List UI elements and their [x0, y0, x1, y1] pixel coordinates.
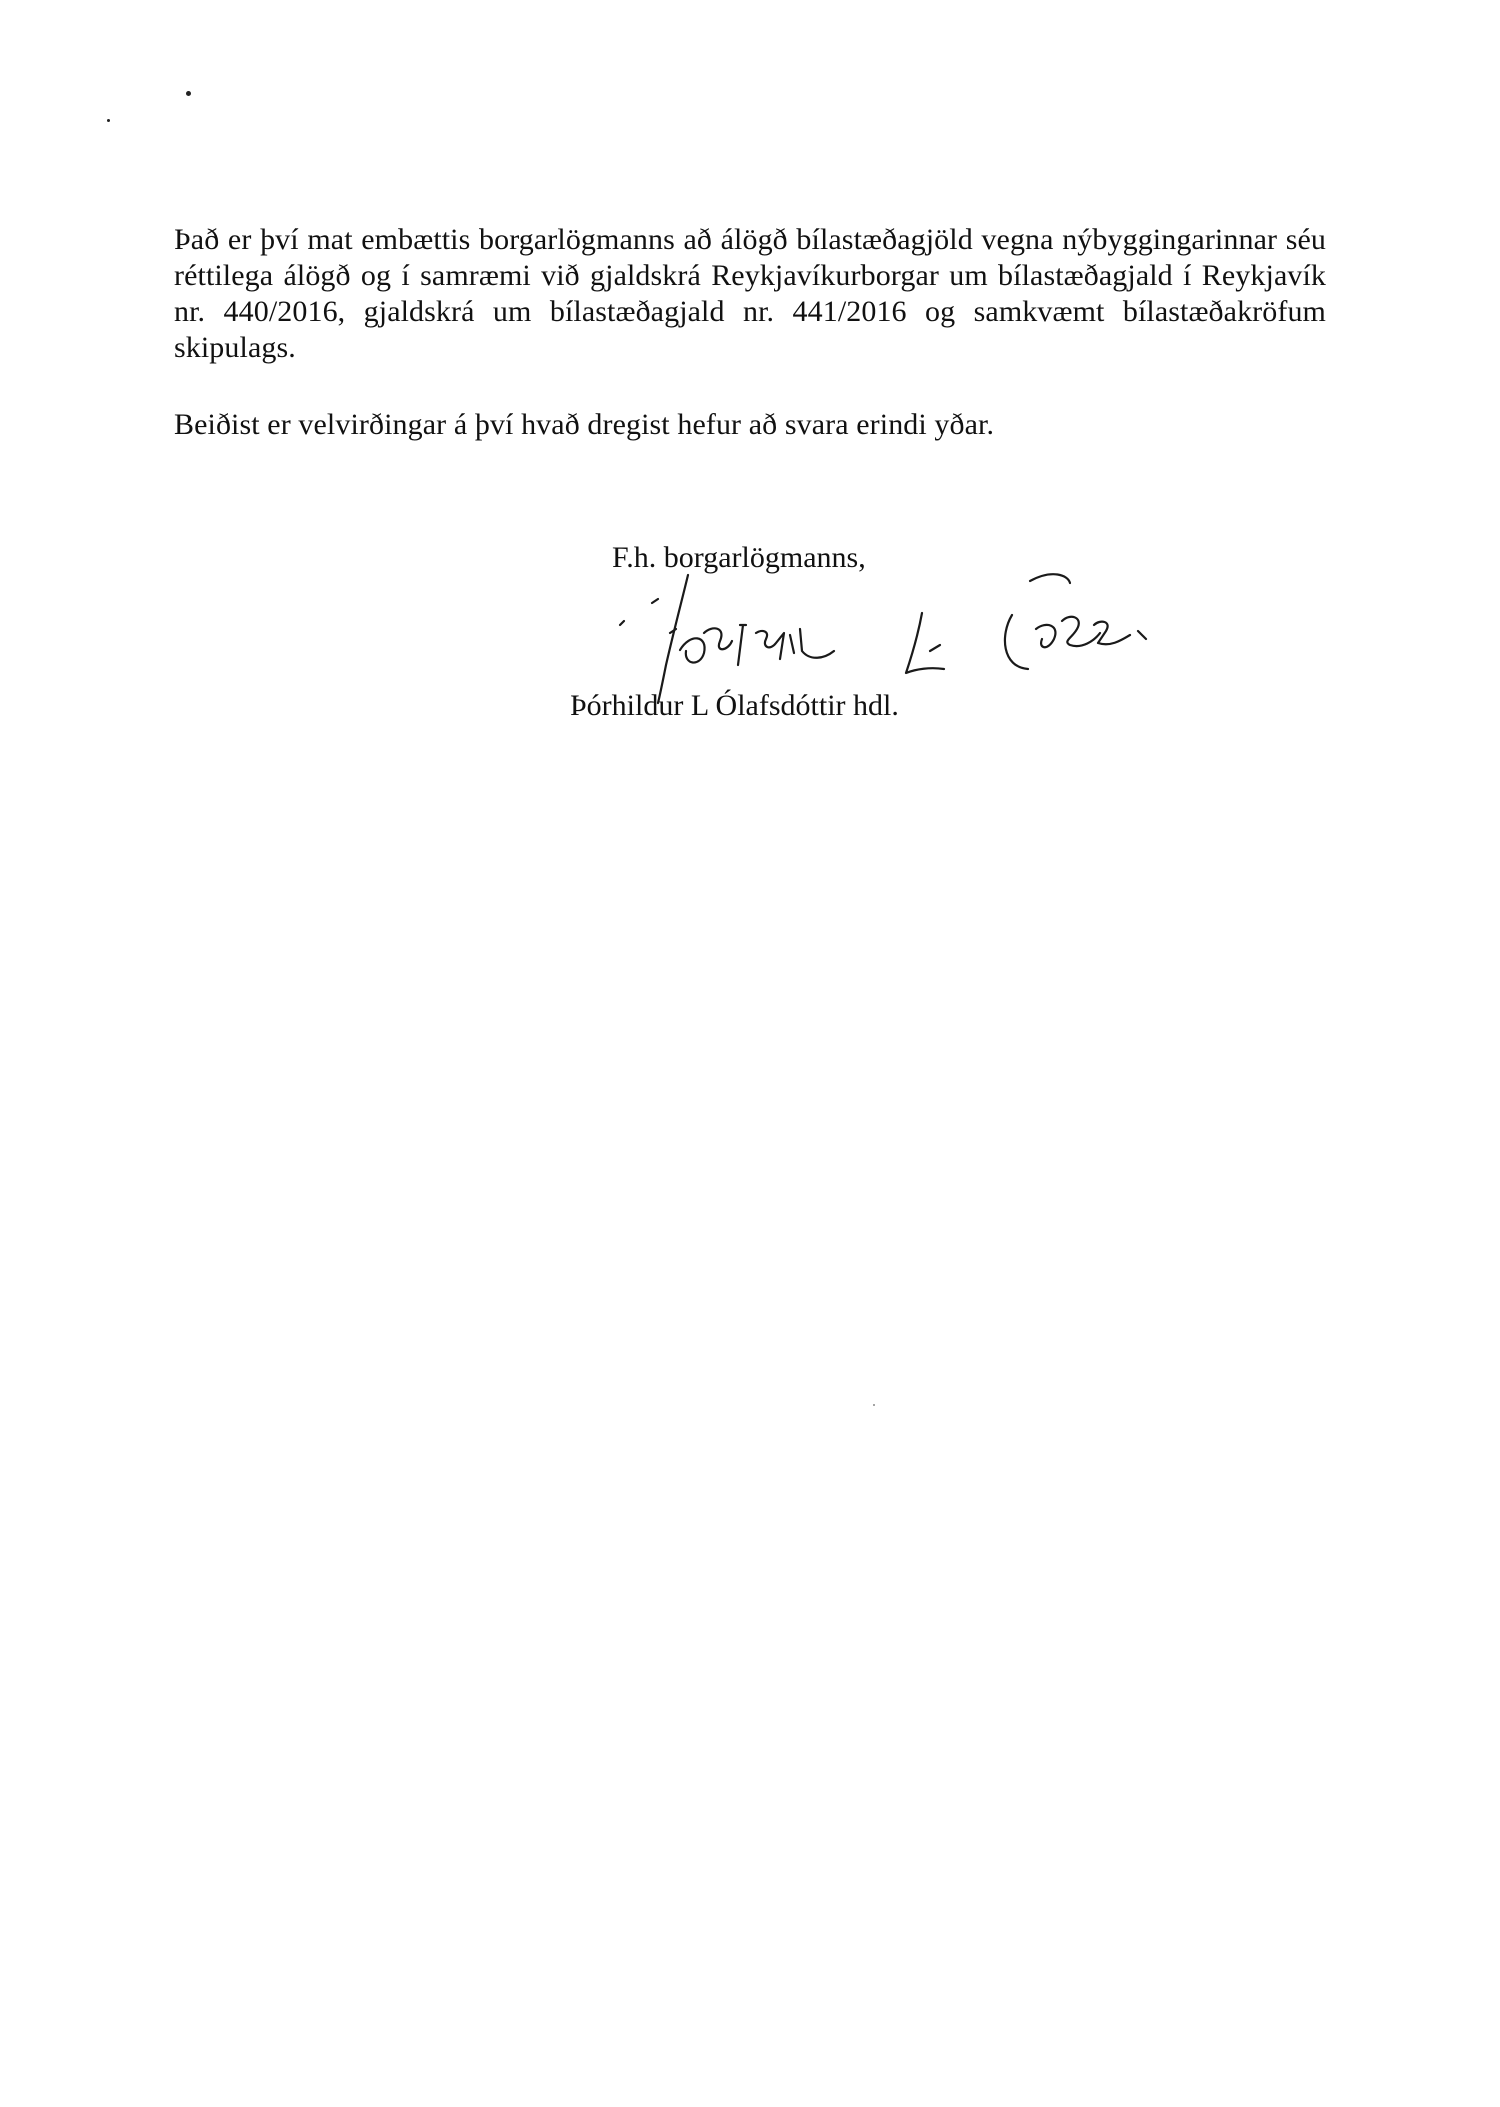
paragraph-1-line: nr. 440/2016, gjaldskrá um bílastæðagjald nr. 441/2016 og samkvæmt bílastæðakröfum [174, 295, 1326, 328]
closing-line: F.h. borgarlögmanns, [612, 541, 866, 574]
signer-name: Þórhildur L Ólafsdóttir hdl. [570, 689, 899, 722]
paragraph-1-line: skipulags. [174, 331, 296, 364]
scan-speck [107, 119, 110, 122]
paragraph-1-line: Það er því mat embættis borgarlögmanns að álögð bílastæðagjöld vegna nýbyggingarinnar séu [174, 223, 1326, 256]
scan-speck [186, 91, 191, 96]
scan-speck [873, 1404, 875, 1406]
paragraph-2: Beiðist er velvirðingar á því hvað dregist hefur að svara erindi yðar. [174, 408, 995, 441]
paragraph-1 [174, 222, 1326, 366]
paragraph-1-line: réttilega álögð og í samræmi við gjaldskrá Reykjavíkurborgar um bílastæðagjald í Reykjavík [174, 259, 1326, 292]
signature-icon [600, 555, 1160, 705]
